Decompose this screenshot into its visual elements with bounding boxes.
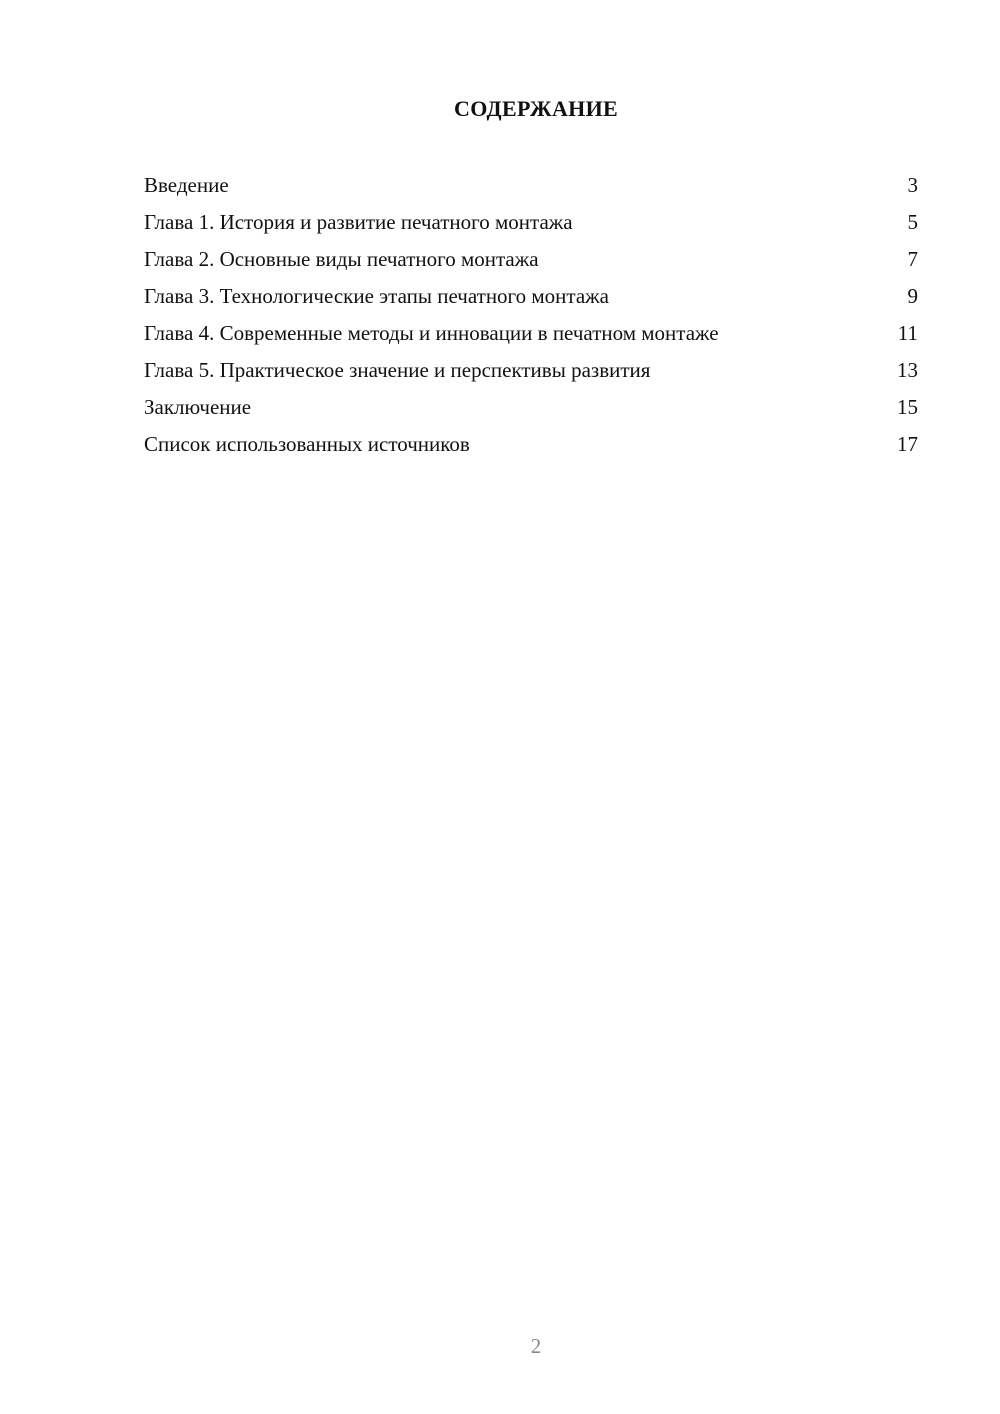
- toc-entry-text: Глава 1. История и развитие печатного монтажа: [144, 210, 573, 234]
- toc-entry-text: Глава 2. Основные виды печатного монтажа: [144, 247, 539, 271]
- toc-entry-page: 3: [907, 173, 918, 197]
- toc-entry-page: 9: [907, 284, 918, 308]
- toc-entry-page: 15: [897, 395, 918, 419]
- toc-entry-page: 17: [897, 432, 918, 456]
- toc-entry-page: 5: [907, 210, 918, 234]
- toc-entry-chapter-5[interactable]: [144, 355, 918, 392]
- toc-entry-references[interactable]: [144, 429, 918, 466]
- toc-entry-text: Введение: [144, 173, 229, 197]
- toc-entry-page: 7: [907, 247, 918, 271]
- toc-entry-text: Список использованных источников: [144, 432, 470, 456]
- toc-entry-chapter-3[interactable]: [144, 281, 918, 318]
- toc-entry-page: 13: [897, 358, 918, 382]
- toc-entry-chapter-4[interactable]: [144, 318, 918, 355]
- toc-entry-text: Глава 3. Технологические этапы печатного монтажа: [144, 284, 610, 308]
- toc-entry-conclusion[interactable]: [144, 392, 918, 429]
- page-title: СОДЕРЖАНИЕ: [454, 96, 618, 121]
- toc-entry-text: Заключение: [144, 395, 252, 419]
- toc-entry-page: 11: [897, 321, 918, 345]
- toc-entry-text: Глава 4. Современные методы и инновации в печатном монтаже: [144, 321, 719, 345]
- toc-entry-chapter-1[interactable]: [144, 207, 918, 244]
- toc-entry-text: Глава 5. Практическое значение и перспективы развития: [144, 358, 651, 382]
- page-number: 2: [530, 1334, 542, 1358]
- toc-entry-introduction[interactable]: [144, 170, 918, 207]
- toc-entry-chapter-2[interactable]: [144, 244, 918, 281]
- table-of-contents: [144, 170, 918, 466]
